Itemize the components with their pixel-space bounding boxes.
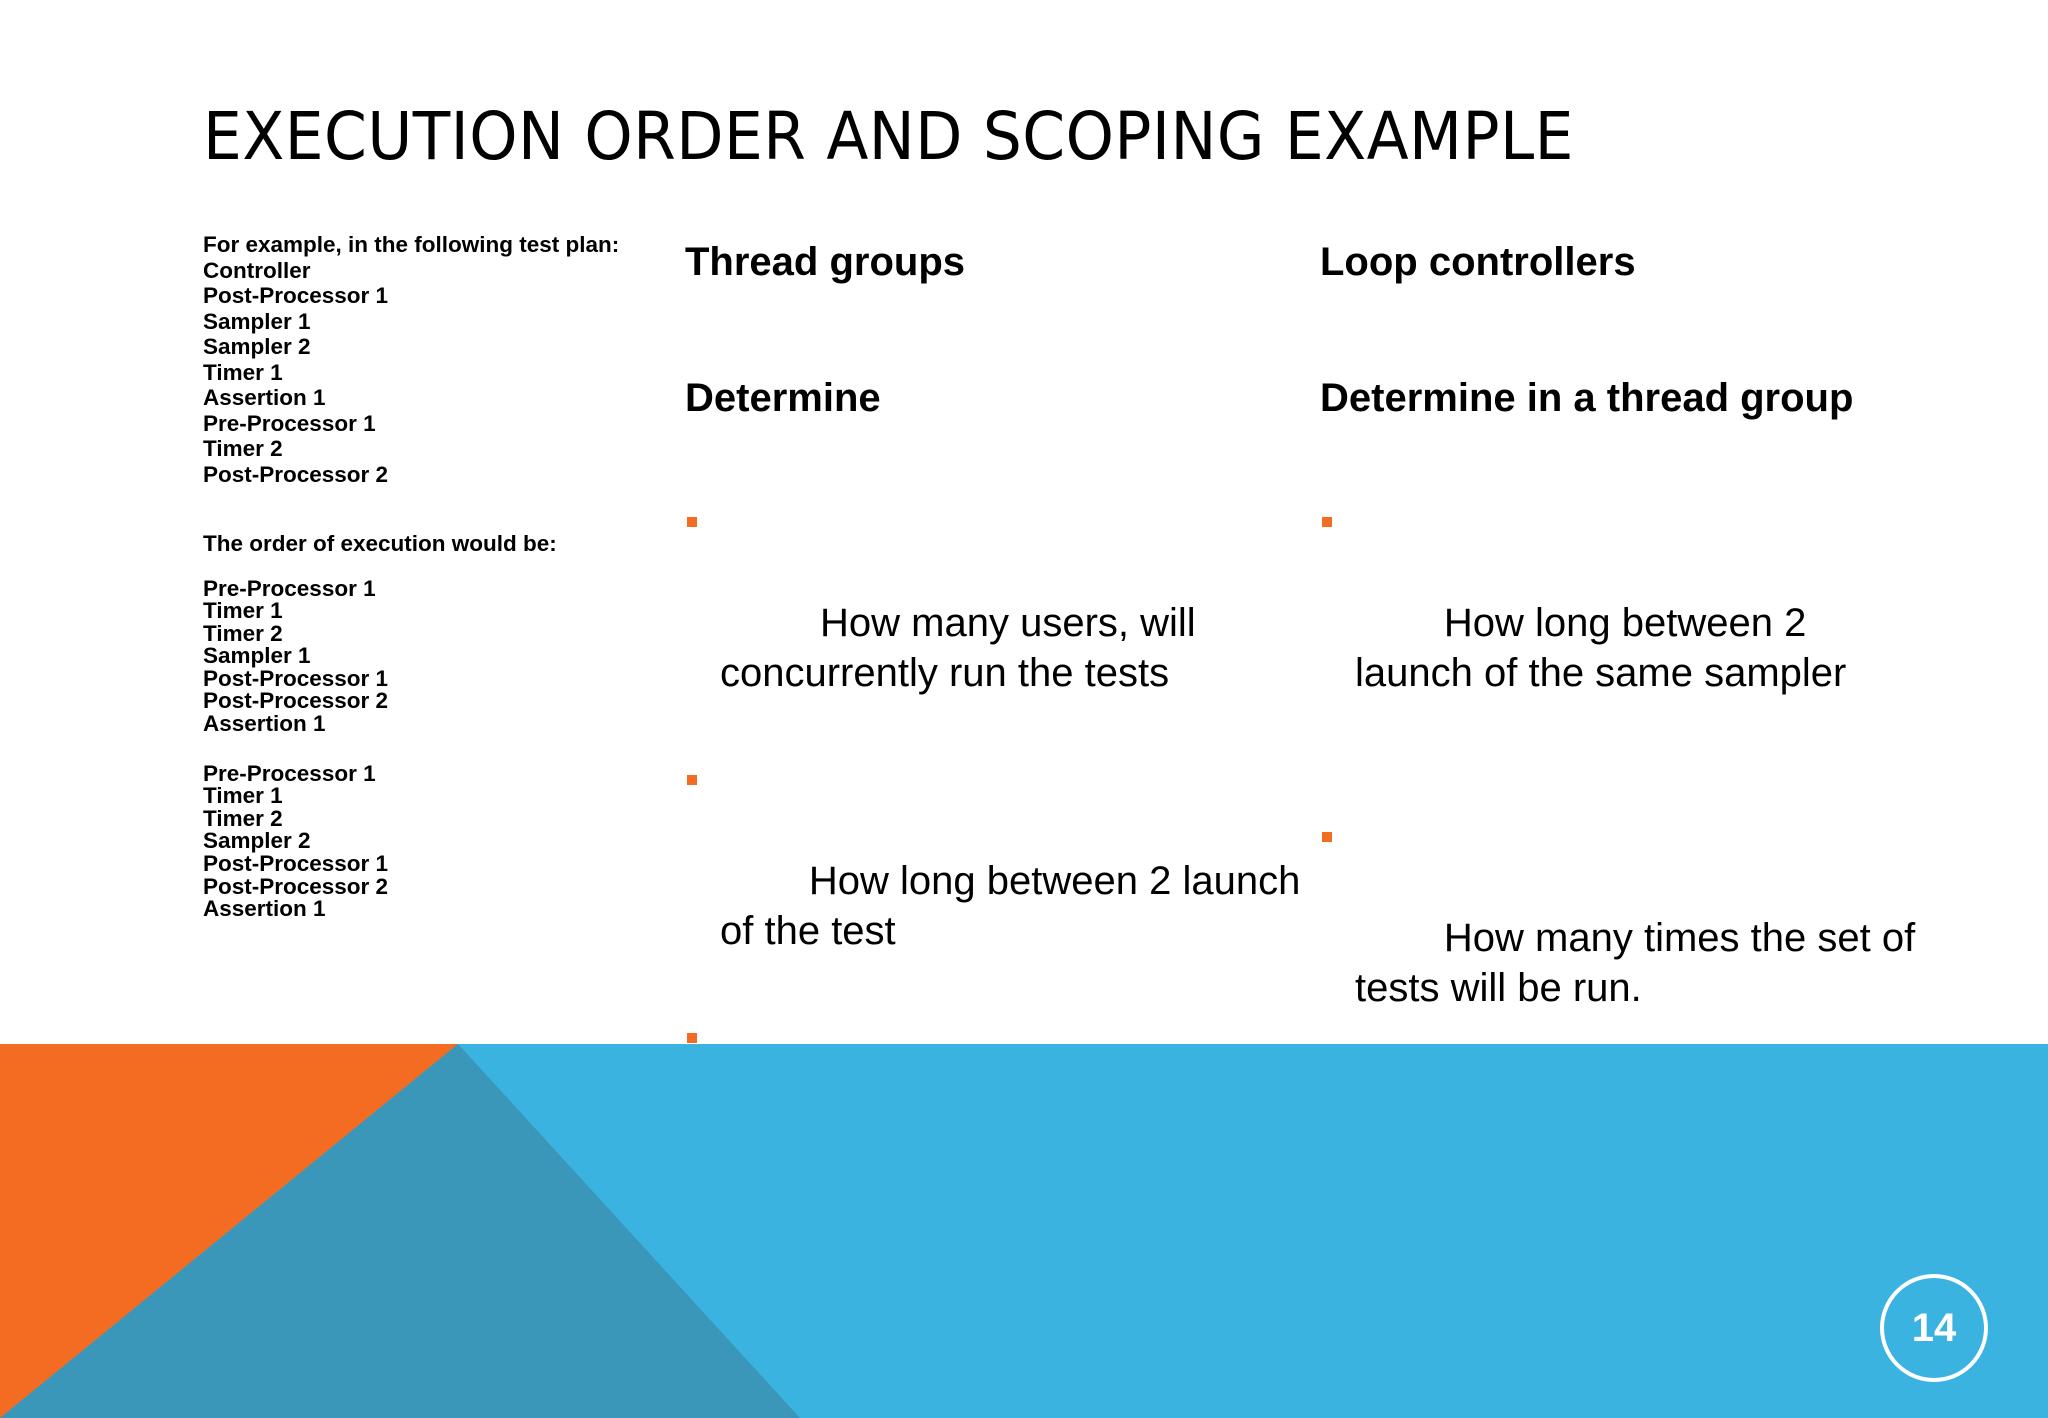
execution-order-heading: The order of execution would be:: [203, 531, 557, 556]
execution-order-line: Post-Processor 1: [203, 665, 389, 691]
thread-groups-subheading: Determine: [685, 376, 881, 420]
test-plan-line: Assertion 1: [203, 385, 326, 410]
bullet-text: How long between 2 launch of the same sampler: [1355, 601, 1847, 695]
loop-controllers-subheading: Determine in a thread group: [1320, 376, 1854, 420]
execution-order-line: Timer 1: [203, 783, 283, 809]
test-plan-line: Timer 1: [203, 359, 283, 385]
square-bullet-icon: [687, 775, 697, 785]
loop-controllers-column: [1320, 232, 1927, 1128]
execution-order-line: Assertion 1: [203, 896, 326, 922]
execution-order-line: Assertion 1: [203, 711, 326, 737]
bullet-item: [1320, 813, 1927, 1063]
test-plan-line: Post-Processor 1: [203, 283, 389, 308]
test-plan-line: Controller: [203, 257, 311, 283]
thread-groups-heading: Thread groups: [685, 240, 966, 284]
test-plan-column: [203, 232, 663, 921]
test-plan-line: Post-Processor 2: [203, 461, 389, 487]
execution-order-line: Pre-Processor 1: [203, 575, 376, 601]
test-plan-line: For example, in the following test plan:: [203, 232, 620, 257]
test-plan-line: Sampler 1: [203, 308, 311, 334]
square-bullet-icon: [687, 517, 697, 527]
slide-title: EXECUTION ORDER AND SCOPING EXAMPLE: [203, 98, 1574, 175]
execution-order-line: Pre-Processor 1: [203, 760, 376, 786]
test-plan-line: Timer 2: [203, 436, 283, 461]
test-plan-list: [203, 232, 663, 487]
bullet-text: How long between 2 launch of the test: [720, 859, 1312, 953]
execution-order-line: Timer 1: [203, 598, 283, 624]
square-bullet-icon: [1322, 832, 1332, 842]
execution-order-group-2: [203, 760, 663, 922]
execution-order-line: Post-Processor 1: [203, 851, 389, 877]
execution-order-line: Post-Processor 2: [203, 688, 389, 714]
footer-band: [0, 1044, 2048, 1418]
test-plan-line: Pre-Processor 1: [203, 410, 376, 436]
loop-controllers-bullet-list: [1320, 498, 1927, 1063]
square-bullet-icon: [687, 1033, 697, 1043]
execution-order-line: Sampler 2: [203, 828, 311, 854]
bullet-text: How many users, will concurrently run the tests: [720, 601, 1207, 695]
execution-order-line: Post-Processor 2: [203, 873, 389, 899]
execution-order-group-1: [203, 575, 663, 737]
execution-order-line: Timer 2: [203, 805, 283, 831]
test-plan-line: Sampler 2: [203, 334, 311, 359]
bullet-text: How many times the set of tests will be run.: [1355, 916, 1927, 1010]
page-number-badge: 14: [1880, 1274, 1988, 1382]
execution-order-line: Timer 2: [203, 620, 283, 646]
bullet-item: [685, 498, 1305, 748]
square-bullet-icon: [1322, 517, 1332, 527]
bullet-item: [685, 756, 1312, 1006]
bullet-item: [1320, 498, 1920, 748]
execution-order-line: Sampler 1: [203, 643, 311, 669]
footer-shapes: [0, 1044, 2048, 1418]
loop-controllers-heading: Loop controllers: [1320, 240, 1636, 284]
